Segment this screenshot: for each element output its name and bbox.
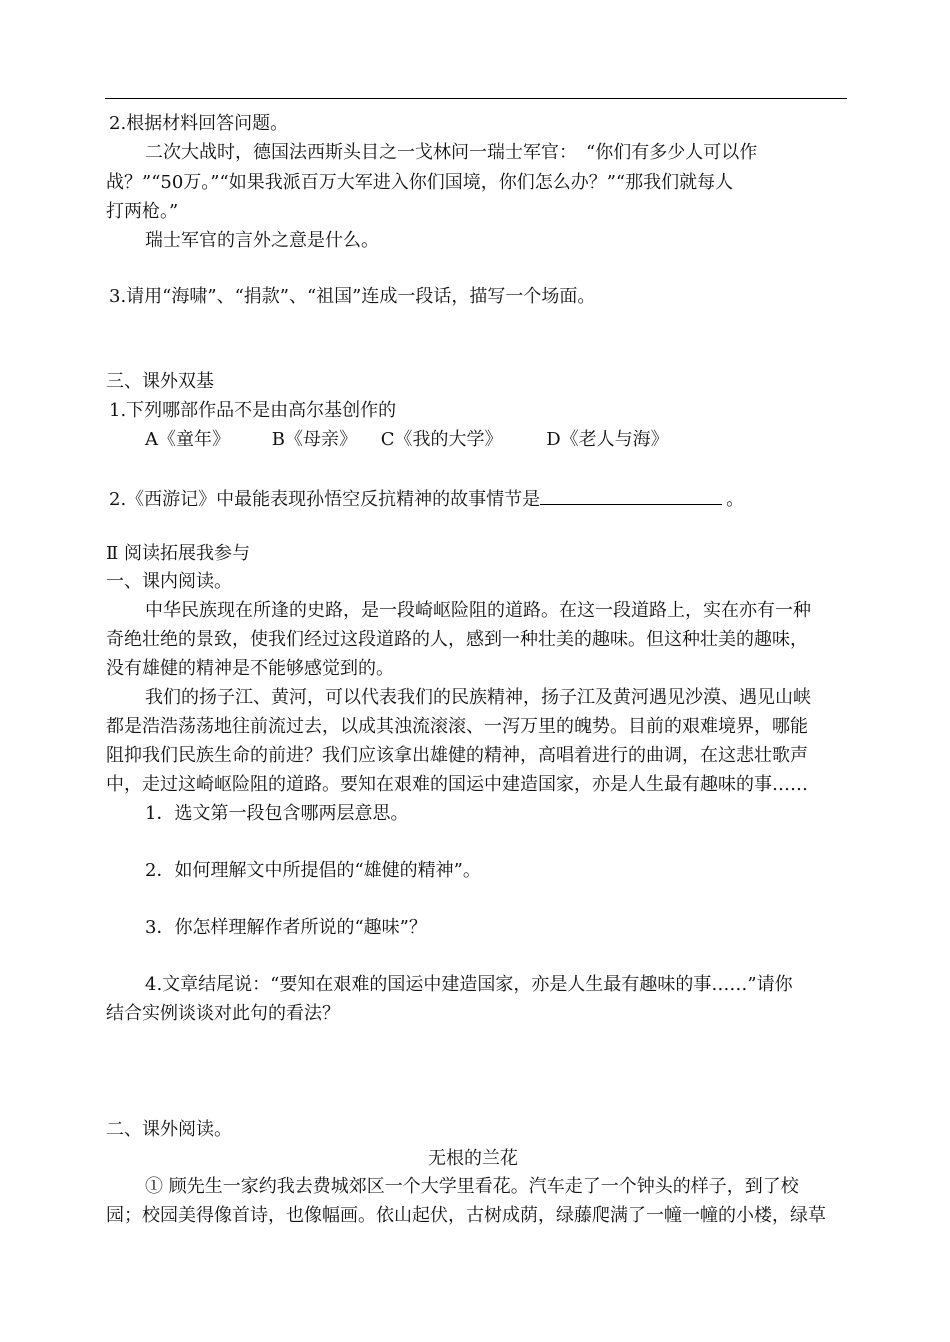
outclass-p1-line-2: 园；校园美得像首诗，也像幅画。依山起伏，古树成荫，绿藤爬满了一幢一幢的小楼，绿草 — [106, 1205, 826, 1226]
inclass-question-4-cont: 结合实例谈谈对此句的看法？ — [106, 1003, 340, 1024]
inclass-p2-line-4: 中，走过这崎岖险阻的道路。要知在艰难的国运中建造国家，亦是人生最有趣味的事…… — [106, 774, 808, 795]
q3-heading: 3.请用“海啸”、“捐款”、“祖国”连成一段话，描写一个场面。 — [109, 286, 596, 307]
q2-para-line-2: 战？”“50万。”“如果我派百万大军进入你们国境，你们怎么办？”“那我们就每人 — [106, 172, 734, 193]
outclass-p1-line-1: ① 顾先生一家约我去费城郊区一个大学里看花。汽车走了一个钟头的样子，到了校 — [145, 1176, 799, 1197]
option-d: D《老人与海》 — [546, 429, 669, 450]
answer-blank[interactable] — [540, 486, 722, 505]
inclass-p2-line-1: 我们的扬子江、黄河，可以代表我们的民族精神，扬子江及黄河遇见沙漠、遇见山峡 — [145, 687, 811, 708]
section3-q1: 1.下列哪部作品不是由高尔基创作的 — [109, 400, 397, 421]
inclass-title: 一、课内阅读。 — [106, 571, 232, 592]
section3-q1-options — [145, 429, 669, 451]
inclass-p1-line-1: 中华民族现在所逢的史路，是一段崎岖险阻的道路。在这一段道路上，实在亦有一种 — [145, 600, 811, 621]
inclass-p2-line-2: 都是浩浩荡荡地往前流过去，以成其浊流滚滚、一泻万里的魄势。目前的艰难境界，哪能 — [106, 716, 808, 737]
section3-q2-text: 2.《西游记》中最能表现孙悟空反抗精神的故事情节是 — [109, 489, 541, 510]
inclass-question-4: 4.文章结尾说：“要知在艰难的国运中建造国家，亦是人生最有趣味的事……”请你 — [145, 974, 793, 995]
q2-heading: 2.根据材料回答问题。 — [109, 113, 289, 134]
option-b: B《母亲》 — [271, 429, 357, 450]
header-rule — [105, 98, 847, 99]
q2-question: 瑞士军官的言外之意是什么。 — [145, 230, 379, 251]
inclass-p1-line-3: 没有雄健的精神是不能够感觉到的。 — [106, 658, 394, 679]
inclass-p1-line-2: 奇绝壮绝的景致，使我们经过这段道路的人，感到一种壮美的趣味。但这种壮美的趣味， — [106, 629, 808, 650]
option-a: A《童年》 — [145, 429, 230, 450]
section3-q2 — [109, 486, 744, 511]
article-title: 无根的兰花 — [428, 1148, 518, 1169]
inclass-p2-line-3: 阻抑我们民族生命的前进？我们应该拿出雄健的精神，高唱着进行的曲调，在这悲壮歌声 — [106, 745, 808, 766]
part2-title: Ⅱ 阅读拓展我参与 — [106, 543, 250, 564]
inclass-question-2: 2．如何理解文中所提倡的“雄健的精神”。 — [145, 860, 481, 881]
section3-q2-end: 。 — [726, 489, 745, 510]
section3-title: 三、课外双基 — [106, 371, 214, 392]
inclass-question-1: 1．选文第一段包含哪两层意思。 — [145, 803, 409, 824]
option-c: C《我的大学》 — [380, 429, 503, 450]
q2-para-line-3: 打两枪。” — [106, 201, 179, 222]
inclass-question-3: 3．你怎样理解作者所说的“趣味”？ — [145, 917, 427, 938]
q2-para-line-1: 二次大战时，德国法西斯头目之一戈林问一瑞士军官： “你们有多少人可以作 — [145, 142, 758, 163]
outclass-title: 二、课外阅读。 — [106, 1119, 232, 1140]
